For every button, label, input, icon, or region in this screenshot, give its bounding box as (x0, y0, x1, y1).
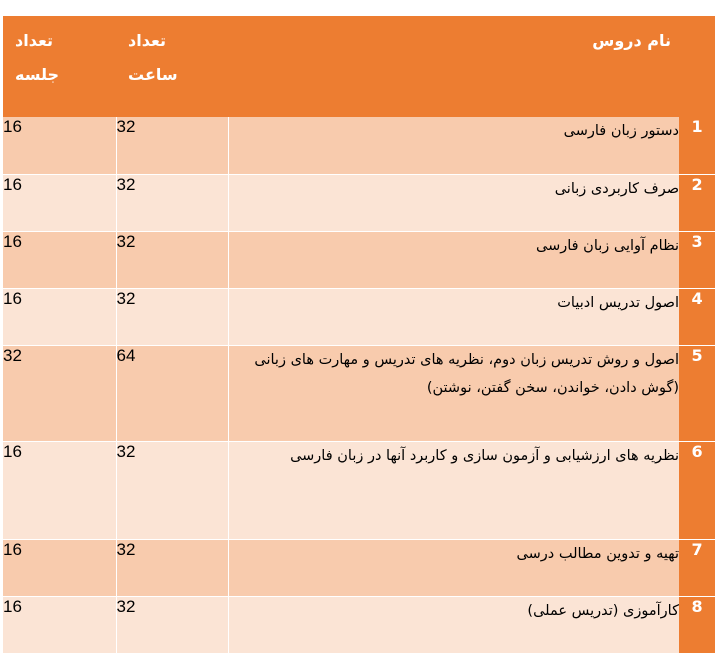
row-number: 1 (679, 117, 715, 174)
row-number: 3 (679, 231, 715, 288)
course-hours: 32 (116, 539, 228, 596)
table-row (3, 345, 715, 441)
course-hours: 32 (116, 596, 228, 653)
course-sessions: 16 (3, 539, 116, 596)
row-number: 5 (679, 345, 715, 441)
course-name: صرف کاربردی زبانی (228, 174, 679, 231)
course-sessions: 16 (3, 231, 116, 288)
course-sessions: 16 (3, 174, 116, 231)
course-name: نظریه های ارزشیابی و آزمون سازی و کاربرد آنها در زبان فارسی (228, 441, 679, 539)
table-header-row (3, 16, 715, 117)
course-hours: 32 (116, 117, 228, 174)
table-row (3, 596, 715, 653)
course-hours: 32 (116, 288, 228, 345)
course-name: نظام آوایی زبان فارسی (228, 231, 679, 288)
courses-table (3, 16, 715, 654)
course-sessions: 32 (3, 345, 116, 441)
course-hours: 32 (116, 174, 228, 231)
row-number: 6 (679, 441, 715, 539)
course-hours: 32 (116, 441, 228, 539)
header-sessions (3, 16, 116, 117)
course-sessions: 16 (3, 441, 116, 539)
table-row (3, 117, 715, 174)
header-sessions-line1: تعداد (15, 31, 53, 50)
header-hours-line1: تعداد (128, 31, 166, 50)
table-row (3, 174, 715, 231)
row-number: 2 (679, 174, 715, 231)
row-number: 7 (679, 539, 715, 596)
course-name: اصول تدریس ادبیات (228, 288, 679, 345)
course-sessions: 16 (3, 288, 116, 345)
table-row (3, 441, 715, 539)
course-name: دستور زبان فارسی (228, 117, 679, 174)
header-course-name: نام دروس (228, 16, 715, 117)
table-row (3, 231, 715, 288)
course-hours: 32 (116, 231, 228, 288)
course-sessions: 16 (3, 596, 116, 653)
table-row (3, 288, 715, 345)
row-number: 4 (679, 288, 715, 345)
header-hours-line2: ساعت (128, 65, 178, 84)
course-sessions: 16 (3, 117, 116, 174)
header-hours (116, 16, 228, 117)
row-number: 8 (679, 596, 715, 653)
header-sessions-line2: جلسه (15, 65, 60, 84)
course-name: اصول و روش تدریس زبان دوم، نظریه های تدریس و مهارت های زبانی (گوش دادن، خواندن، سخن گفتن، نوشتن) (228, 345, 679, 441)
course-hours: 64 (116, 345, 228, 441)
course-name: کارآموزی (تدریس عملی) (228, 596, 679, 653)
course-name: تهیه و تدوین مطالب درسی (228, 539, 679, 596)
table-row (3, 539, 715, 596)
